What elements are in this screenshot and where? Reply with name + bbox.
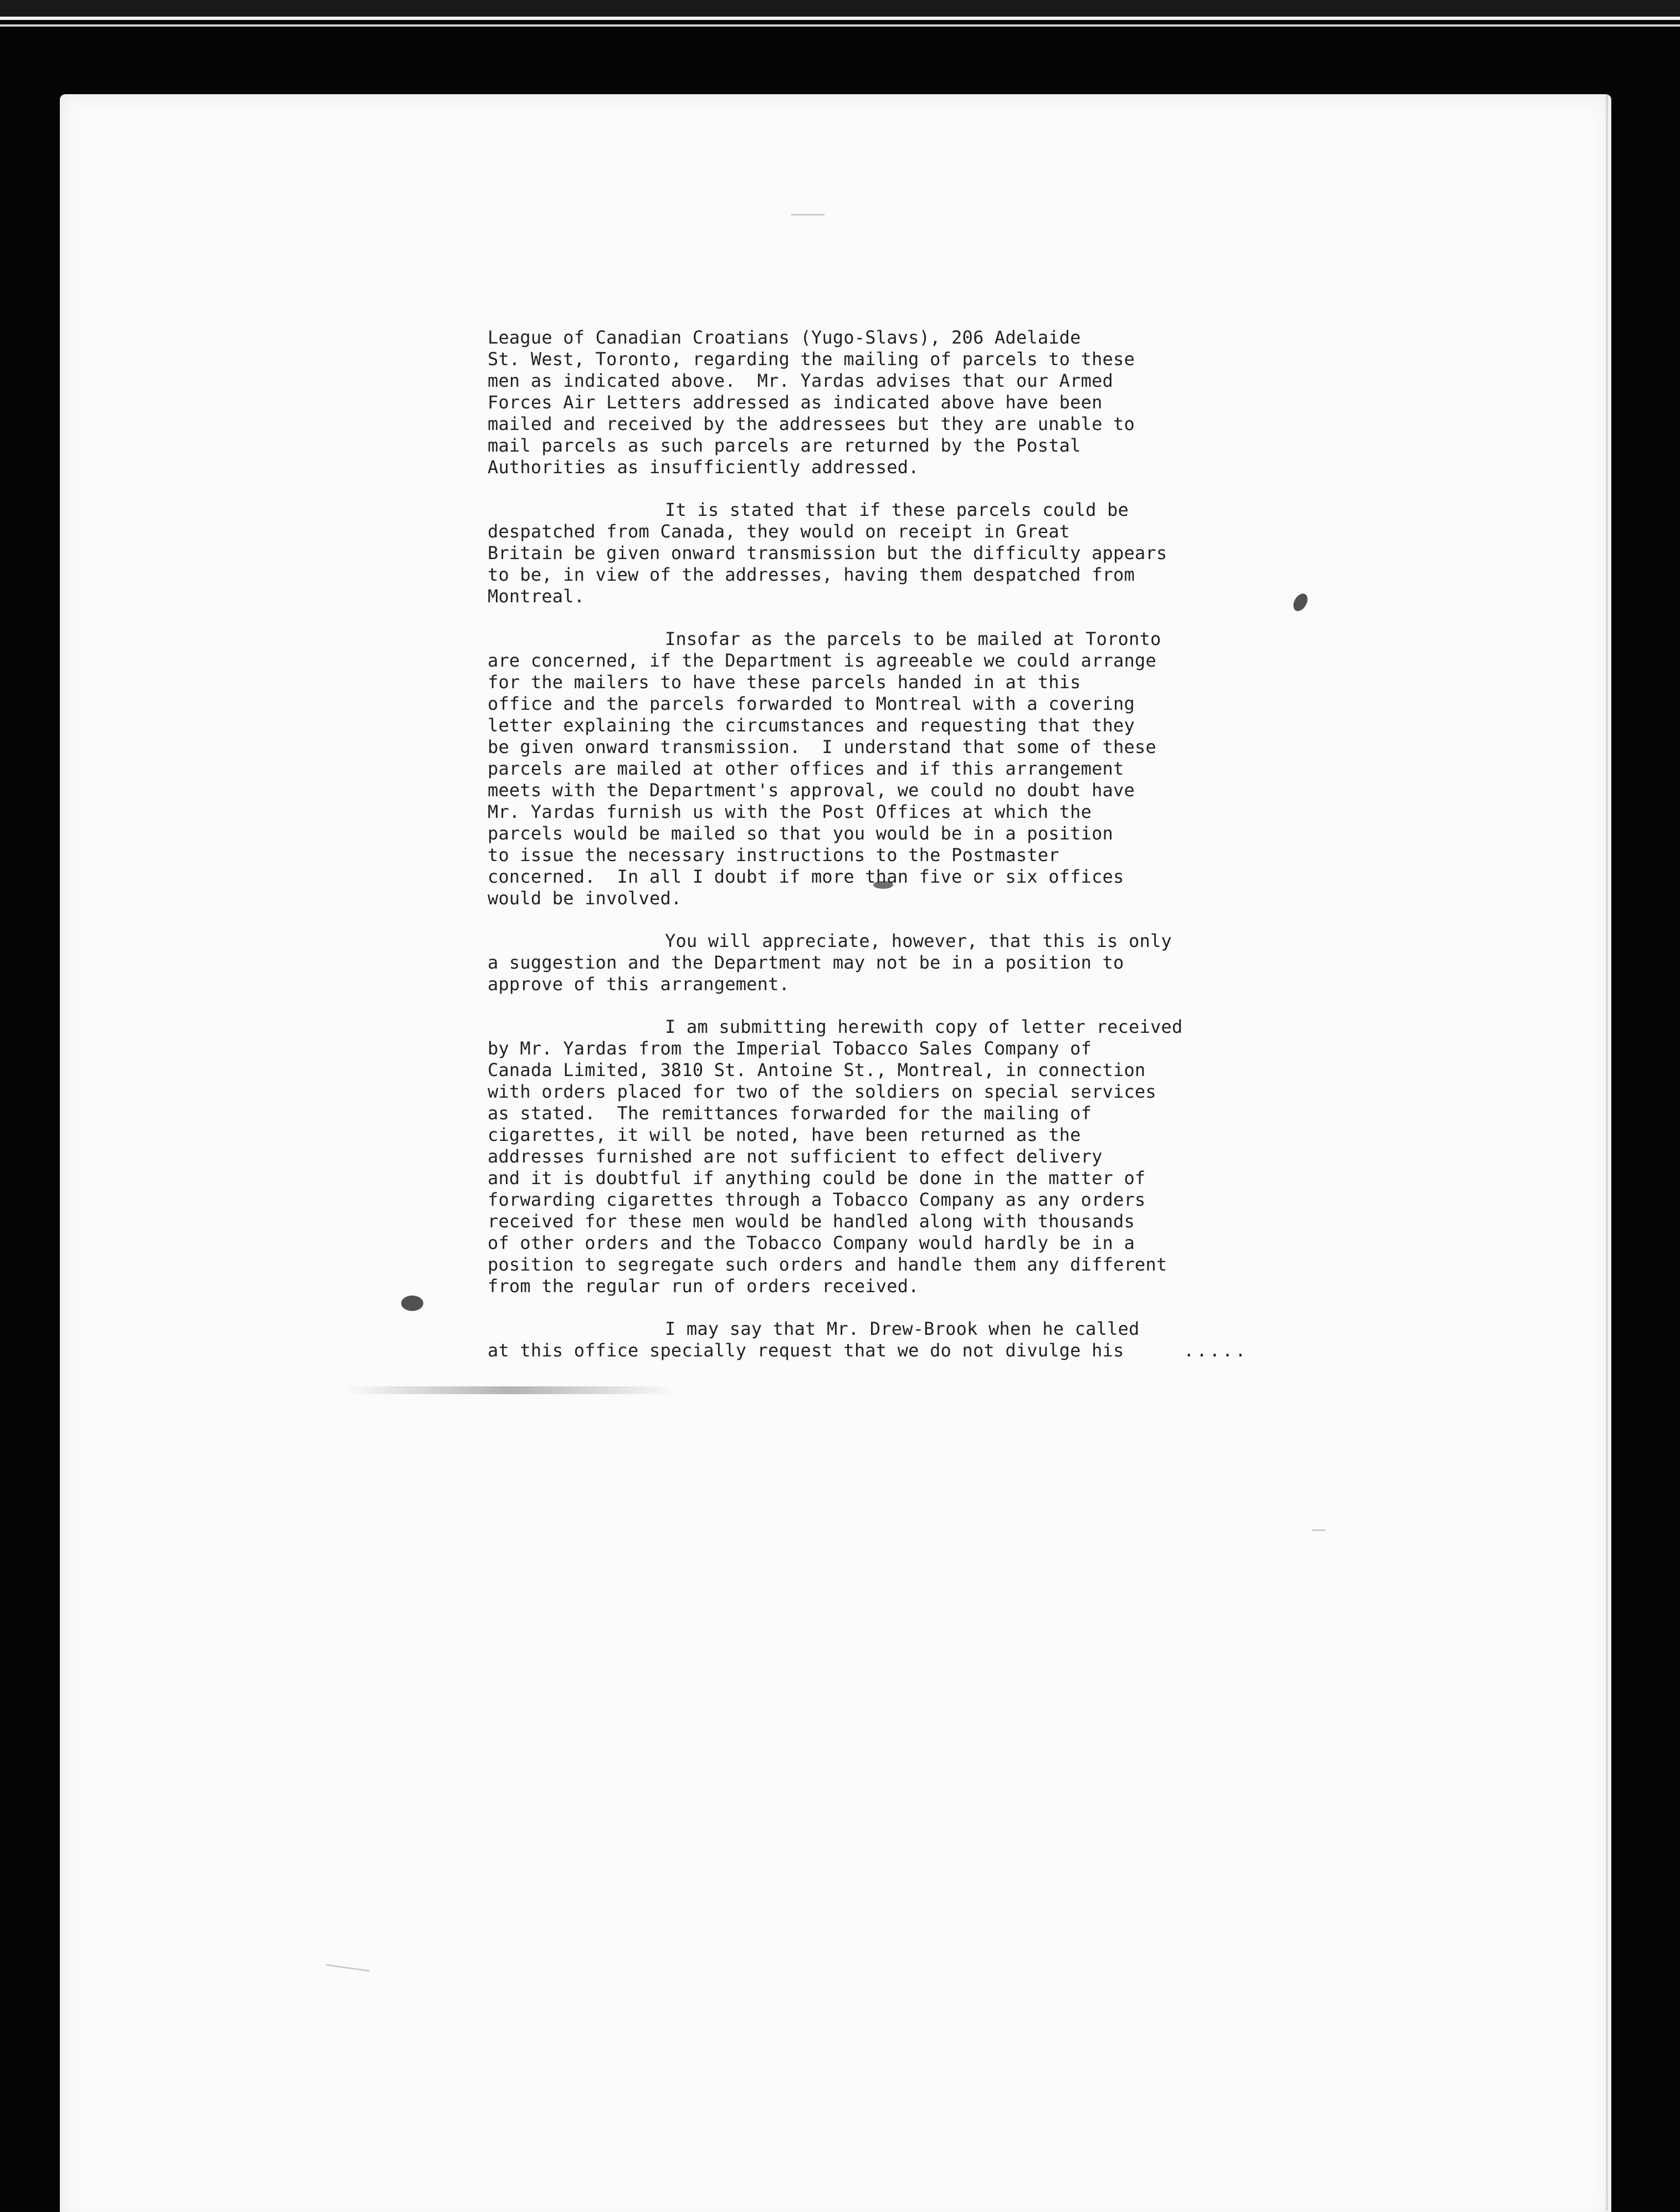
text-line: are concerned, if the Department is agreeable we could arrange bbox=[488, 650, 1156, 671]
text-line: concerned. In all I doubt if more than five or six offices bbox=[488, 866, 1124, 887]
text-line: from the regular run of orders received. bbox=[488, 1276, 919, 1297]
text-line: of other orders and the Tobacco Company would hardly be in a bbox=[488, 1232, 1135, 1253]
text-line: received for these men would be handled along with thousands bbox=[488, 1211, 1135, 1232]
text-line: and it is doubtful if anything could be done in the matter of bbox=[488, 1168, 1146, 1189]
continuation-mark: ..... bbox=[1184, 1340, 1248, 1361]
text-line: Authorities as insufficiently addressed. bbox=[488, 457, 919, 478]
text-line: to issue the necessary instructions to the Postmaster bbox=[488, 844, 1059, 866]
text-line: letter explaining the circumstances and requesting that they bbox=[488, 715, 1135, 736]
text-line: position to segregate such orders and handle them any different bbox=[488, 1254, 1167, 1275]
text-line: mail parcels as such parcels are returned by the Postal bbox=[488, 435, 1081, 456]
text-line: Forces Air Letters addressed as indicated above have been bbox=[488, 392, 1103, 413]
text-line: with orders placed for two of the soldiers on special services bbox=[488, 1081, 1156, 1102]
text-line: Canada Limited, 3810 St. Antoine St., Montreal, in connection bbox=[488, 1059, 1146, 1081]
text-line: parcels are mailed at other offices and if this arrangement bbox=[488, 758, 1124, 779]
text-line: forwarding cigarettes through a Tobacco Company as any orders bbox=[488, 1189, 1146, 1210]
scan-smudge bbox=[344, 1386, 676, 1394]
text-line: Britain be given onward transmission but the difficulty appears bbox=[488, 542, 1167, 564]
text-line: for the mailers to have these parcels handed in at this bbox=[488, 672, 1081, 693]
paragraph-4 bbox=[488, 930, 1274, 995]
text-line: as stated. The remittances forwarded for the mailing of bbox=[488, 1103, 1092, 1124]
text-line: despatched from Canada, they would on receipt in Great bbox=[488, 521, 1071, 542]
text-line: would be involved. bbox=[488, 888, 682, 909]
scan-speck bbox=[1290, 591, 1310, 613]
paragraph-2 bbox=[488, 499, 1274, 607]
film-edge-line bbox=[0, 24, 1680, 27]
text-line: to be, in view of the addresses, having them despatched from bbox=[488, 564, 1135, 585]
letter-body bbox=[488, 327, 1274, 1383]
text-line: Insofar as the parcels to be mailed at Toronto bbox=[665, 628, 1161, 649]
text-line: a suggestion and the Department may not be in a position to bbox=[488, 952, 1124, 973]
film-top-band bbox=[0, 0, 1680, 20]
text-line: mailed and received by the addressees but they are unable to bbox=[488, 413, 1135, 434]
paragraph-5 bbox=[488, 1016, 1274, 1297]
text-line: be given onward transmission. I understand that some of these bbox=[488, 736, 1156, 757]
scan-speck bbox=[1606, 94, 1608, 2211]
text-line: It is stated that if these parcels could be bbox=[665, 499, 1129, 520]
text-line: office and the parcels forwarded to Montreal with a covering bbox=[488, 693, 1135, 714]
text-line: Montreal. bbox=[488, 586, 585, 607]
scan-scratch bbox=[1312, 1529, 1325, 1531]
text-line: addresses furnished are not sufficient to effect delivery bbox=[488, 1146, 1103, 1167]
paragraph-1 bbox=[488, 327, 1274, 478]
text-line: League of Canadian Croatians (Yugo-Slavs), 206 Adelaide bbox=[488, 327, 1081, 348]
scan-scratch bbox=[791, 214, 824, 216]
text-line: parcels would be mailed so that you would be in a position bbox=[488, 823, 1114, 844]
text-line: St. West, Toronto, regarding the mailing of parcels to these bbox=[488, 349, 1135, 370]
text-line: You will appreciate, however, that this is only bbox=[665, 930, 1172, 951]
paragraph-3 bbox=[488, 628, 1274, 909]
text-line: men as indicated above. Mr. Yardas advises that our Armed bbox=[488, 370, 1114, 391]
text-line: at this office specially request that we do not divulge his bbox=[488, 1340, 1124, 1361]
scan-scratch bbox=[326, 1964, 370, 1972]
paragraph-6 bbox=[488, 1318, 1274, 1361]
text-line: I am submitting herewith copy of letter received bbox=[665, 1016, 1183, 1037]
text-line: cigarettes, it will be noted, have been returned as the bbox=[488, 1124, 1081, 1145]
text-line: approve of this arrangement. bbox=[488, 974, 790, 995]
text-line: Mr. Yardas furnish us with the Post Offices at which the bbox=[488, 801, 1092, 822]
scan-speck bbox=[401, 1296, 423, 1311]
text-line: meets with the Department's approval, we could no doubt have bbox=[488, 780, 1135, 801]
text-line: I may say that Mr. Drew-Brook when he called bbox=[665, 1318, 1140, 1339]
text-line: by Mr. Yardas from the Imperial Tobacco Sales Company of bbox=[488, 1038, 1092, 1059]
